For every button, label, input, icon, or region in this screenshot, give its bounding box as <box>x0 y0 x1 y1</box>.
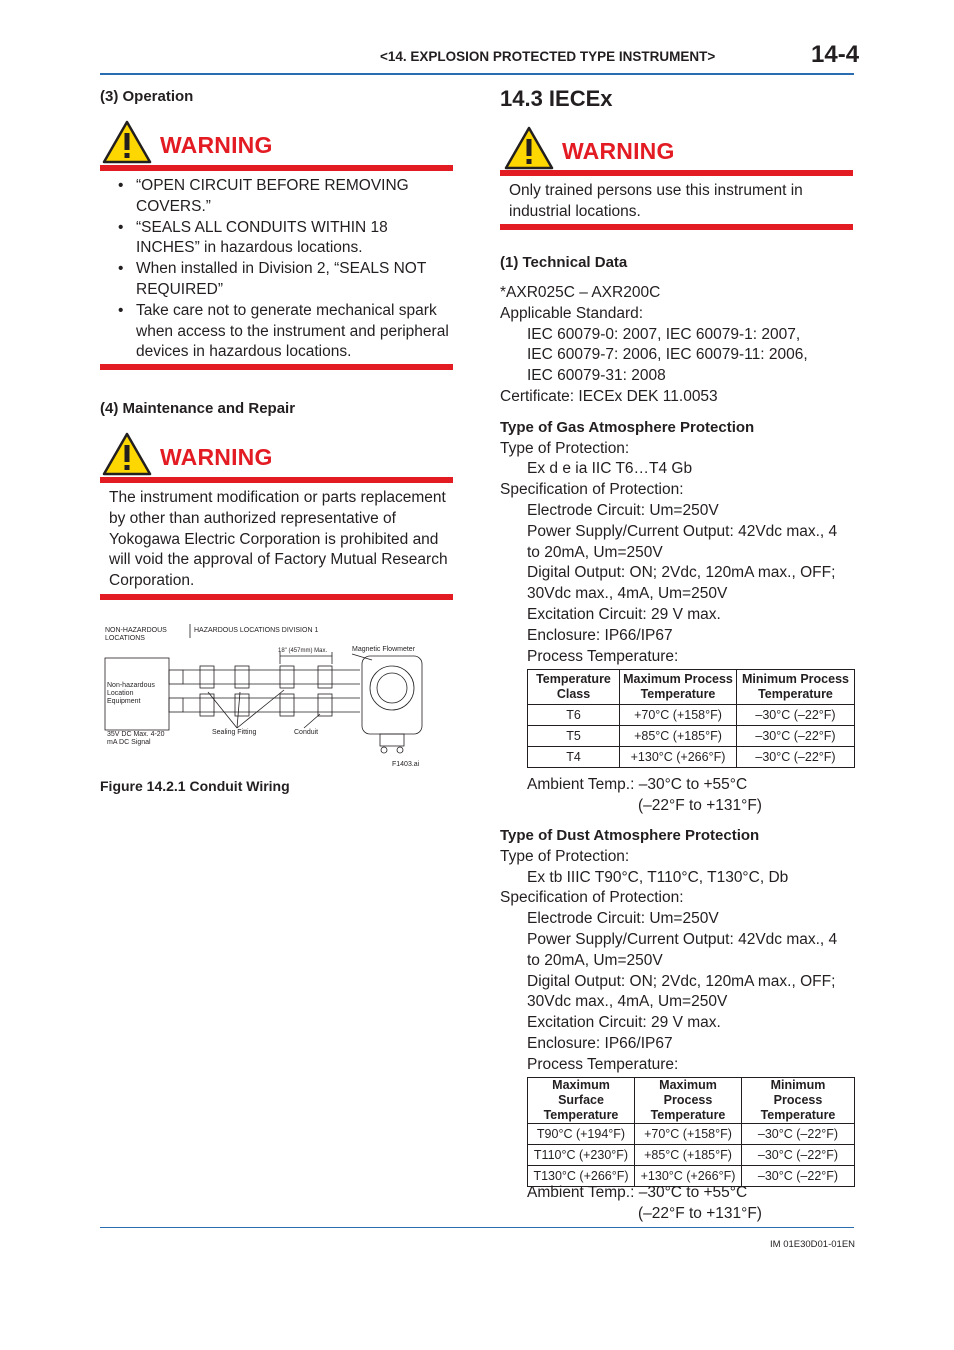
figure-caption: Figure 14.2.1 Conduit Wiring <box>100 778 290 794</box>
gas-ambient-temp-f: (–22°F to +131°F) <box>638 797 762 814</box>
header-rule <box>100 73 854 75</box>
table-row <box>528 747 855 768</box>
standard-label: Applicable Standard: <box>500 304 644 322</box>
dust-temperature-table <box>527 1077 855 1187</box>
table-row <box>528 726 855 747</box>
table-cell: +85°C (+185°F) <box>620 726 737 747</box>
maintenance-heading: (4) Maintenance and Repair <box>100 400 296 417</box>
table-cell: –30°C (–22°F) <box>742 1124 855 1145</box>
technical-data-heading: (1) Technical Data <box>500 254 628 271</box>
table-header: Maximum Surface Temperature <box>528 1078 635 1124</box>
gas-heading: Type of Gas Atmosphere Protection <box>500 418 755 436</box>
table-cell: +85°C (+185°F) <box>635 1145 742 1166</box>
warning-triangle-icon <box>102 120 152 164</box>
table-header-row <box>528 1078 855 1124</box>
dimension-label: 18" (457mm) Max. <box>278 648 328 654</box>
table-cell: +130°C (+266°F) <box>620 747 737 768</box>
gas-spec-line: Process Temperature: <box>527 647 679 665</box>
warning-bar <box>100 364 453 370</box>
model-range: *AXR025C – AXR200C <box>500 284 661 301</box>
nonhaz-label: NON-HAZARDOUS LOCATIONS <box>105 627 167 642</box>
warning-bar <box>100 165 453 171</box>
certificate: Certificate: IECEx DEK 11.0053 <box>500 387 718 405</box>
list-item: • Take care not to generate mechanical spark when access to the instrument and peripheral devices in hazardous locations. <box>100 301 453 363</box>
table-cell: –30°C (–22°F) <box>742 1145 855 1166</box>
iecex-warning-text: Only trained persons use this instrument in industrial locations. <box>509 182 803 220</box>
dust-spec-line: Process Temperature: <box>527 1055 679 1073</box>
table-cell: –30°C (–22°F) <box>737 726 855 747</box>
footer-rule <box>100 1227 854 1228</box>
gas-tp-label: Type of Protection: <box>500 439 630 457</box>
document-id: IM 01E30D01-01EN <box>770 1239 856 1250</box>
maintenance-text: The instrument modification or parts replacement by other than authorized representative of Yokogawa Electric Corporation is prohibited and will void the approval of Factory Mutual Research Corporation. <box>109 489 448 590</box>
table-row <box>528 705 855 726</box>
dust-spec-label: Specification of Protection: <box>500 889 684 907</box>
table-cell: +130°C (+266°F) <box>635 1166 742 1187</box>
warning-triangle-icon <box>102 432 152 476</box>
table-cell: –30°C (–22°F) <box>742 1166 855 1187</box>
table-header-row <box>528 670 855 705</box>
table-header: Maximum Process Temperature <box>635 1078 742 1124</box>
equipment-label: Non-hazardous Location Equipment <box>107 682 155 705</box>
warning-label: WARNING <box>160 132 273 158</box>
table-cell: +70°C (+158°F) <box>635 1124 742 1145</box>
gas-spec-line: Power Supply/Current Output: 42Vdc max., 4 to 20mA, Um=250V <box>527 522 838 561</box>
table-cell: –30°C (–22°F) <box>737 747 855 768</box>
table-cell: +70°C (+158°F) <box>620 705 737 726</box>
sealing-label: Sealing Fitting <box>212 729 257 736</box>
warning-label: WARNING <box>160 444 273 470</box>
operation-heading: (3) Operation <box>100 88 194 105</box>
gas-ambient-temp: Ambient Temp.: –30°C to +55°C <box>527 776 748 793</box>
haz-label: HAZARDOUS LOCATIONS DIVISION 1 <box>194 627 319 634</box>
table-cell: T6 <box>528 705 620 726</box>
warning-triangle-icon <box>504 126 554 170</box>
dust-heading: Type of Dust Atmosphere Protection <box>500 827 760 844</box>
table-cell: T110°C (+230°F) <box>528 1145 635 1166</box>
dust-ambient-temp-f: (–22°F to +131°F) <box>638 1205 762 1222</box>
table-header: Maximum Process Temperature <box>620 670 737 705</box>
operation-list <box>100 176 453 363</box>
dust-tp-value: Ex tb IIIC T90°C, T110°C, T130°C, Db <box>527 868 789 886</box>
warning-bar <box>500 170 853 176</box>
warning-label: WARNING <box>562 138 675 164</box>
section-title: 14.3 IECEx <box>500 86 613 111</box>
conduit-wiring-drawing <box>100 620 453 770</box>
dust-spec-line: Excitation Circuit: 29 V max. <box>527 1014 721 1032</box>
maintenance-warning <box>102 432 452 476</box>
iecex-warning <box>504 126 854 170</box>
table-row <box>528 1124 855 1145</box>
dust-block <box>500 826 854 1076</box>
standard-line: IEC 60079-7: 2006, IEC 60079-11: 2006, <box>527 346 808 364</box>
gas-spec-line: Electrode Circuit: Um=250V <box>527 501 719 519</box>
table-row <box>528 1145 855 1166</box>
operation-warning <box>102 120 452 164</box>
chapter-title: <14. EXPLOSION PROTECTED TYPE INSTRUMENT> <box>380 49 716 64</box>
table-header: Minimum Process Temperature <box>737 670 855 705</box>
list-item: • “SEALS ALL CONDUITS WITHIN 18 INCHES” in hazardous locations. <box>100 218 453 260</box>
dust-tp-label: Type of Protection: <box>500 847 630 865</box>
conduit-label: Conduit <box>294 729 319 736</box>
dust-spec-line: Electrode Circuit: Um=250V <box>527 910 719 928</box>
list-item: • When installed in Division 2, “SEALS NOT REQUIRED” <box>100 259 453 301</box>
table-header: Minimum Process Temperature <box>742 1078 855 1124</box>
gas-spec-line: Excitation Circuit: 29 V max. <box>527 605 721 623</box>
figure-file-label: F1403.ai <box>392 761 420 768</box>
technical-data-block <box>500 283 854 667</box>
warning-bar <box>100 477 453 483</box>
table-cell: T5 <box>528 726 620 747</box>
warning-bar <box>500 224 853 230</box>
warning-bar <box>100 594 453 600</box>
dust-spec-line: Power Supply/Current Output: 42Vdc max., 4 to 20mA, Um=250V <box>527 930 838 969</box>
list-item: • “OPEN CIRCUIT BEFORE REMOVING COVERS.” <box>100 176 453 218</box>
conduit-wiring-figure <box>100 620 453 770</box>
table-cell: T130°C (+266°F) <box>528 1166 635 1187</box>
gas-spec-label: Specification of Protection: <box>500 481 684 499</box>
gas-spec-line: Enclosure: IP66/IP67 <box>527 626 673 644</box>
gas-spec-line: Digital Output: ON; 2Vdc, 120mA max., OFF; 30Vdc max., 4mA, Um=250V <box>527 564 836 603</box>
page-number: 14-4 <box>811 41 860 68</box>
gas-tp-value: Ex d e ia IIC T6…T4 Gb <box>527 460 693 478</box>
dust-ambient-temp: Ambient Temp.: –30°C to +55°C <box>527 1184 748 1201</box>
flowmeter-label: Magnetic Flowmeter <box>352 646 416 653</box>
standard-line: IEC 60079-31: 2008 <box>527 367 666 385</box>
table-cell: –30°C (–22°F) <box>737 705 855 726</box>
standard-line: IEC 60079-0: 2007, IEC 60079-1: 2007, <box>527 325 801 343</box>
signal-label: 35V DC Max. 4-20 mA DC Signal <box>107 731 165 746</box>
dust-spec-line: Digital Output: ON; 2Vdc, 120mA max., OFF; 30Vdc max., 4mA, Um=250V <box>527 972 836 1011</box>
dust-spec-line: Enclosure: IP66/IP67 <box>527 1034 673 1052</box>
table-cell: T4 <box>528 747 620 768</box>
table-header: Temperature Class <box>528 670 620 705</box>
table-cell: T90°C (+194°F) <box>528 1124 635 1145</box>
gas-temperature-table <box>527 669 855 768</box>
